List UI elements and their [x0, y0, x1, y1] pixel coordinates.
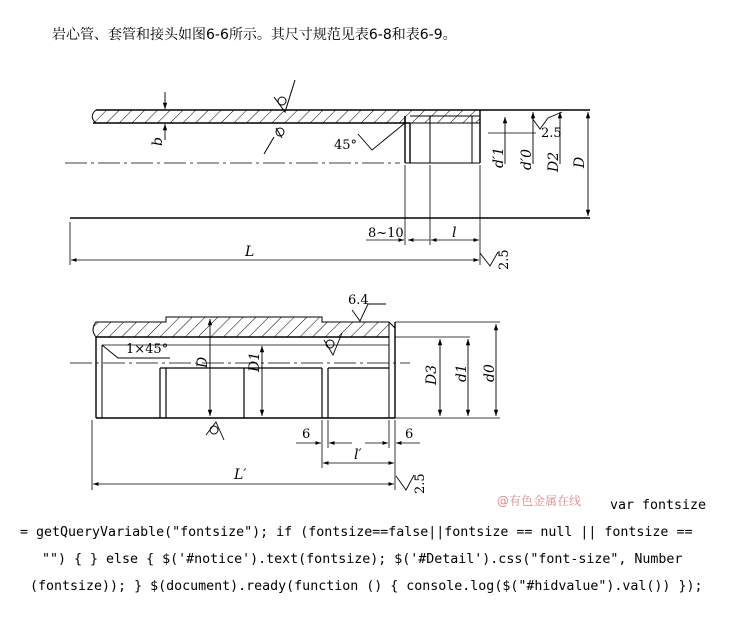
code-line: (fontsize)); } $(document).ready(function () { console.log($("#hidvalue").val()) }); — [30, 579, 703, 594]
roughness-top-right: 2.5 — [541, 126, 562, 141]
core-tube-drawing — [65, 80, 590, 270]
label-D-bottom: D — [195, 356, 211, 368]
label-d0-prime: d′0 — [519, 148, 535, 170]
label-45deg: 45° — [334, 138, 358, 153]
label-L: L — [245, 244, 255, 260]
intro-text: 岩心管、套管和接头如图6-6所示。其尺寸规范见表6-8和表6-9。 — [52, 27, 457, 43]
roughness-6-4: 6.4 — [348, 293, 369, 308]
coupling-wall-hatch — [93, 317, 389, 337]
label-D2: D2 — [546, 151, 562, 172]
label-D1: D1 — [247, 351, 263, 372]
label-L-prime: L′ — [234, 467, 247, 483]
label-chamfer: 1×45° — [126, 342, 169, 357]
code-line: "") { } else { $('#notice').text(fontsize); $('#Detail').css("font-size", Number — [42, 552, 683, 567]
label-b: b — [150, 137, 166, 146]
label-six-left: 6 — [302, 427, 311, 442]
label-d0: d0 — [482, 364, 498, 382]
roughness-L-bottom: 2.5 — [413, 473, 428, 494]
watermark-text: @有色金属在线 — [497, 494, 582, 508]
label-gap-8-10: 8~10 — [368, 226, 404, 241]
coupling-drawing — [70, 293, 500, 494]
label-d1-prime: d′1 — [491, 146, 507, 168]
label-l-prime: l′ — [354, 447, 362, 463]
label-six-right: 6 — [405, 427, 414, 442]
label-D3: D3 — [424, 364, 440, 385]
roughness-L-top: 2.5 — [497, 249, 512, 270]
label-l: l — [452, 225, 457, 241]
label-D: D — [572, 156, 588, 168]
code-line: = getQueryVariable("fontsize"); if (fontsize==false||fontsize == null || fontsize == — [20, 525, 693, 540]
label-d1: d1 — [454, 364, 470, 382]
script-text-block — [20, 492, 710, 600]
code-line: var fontsize — [610, 498, 707, 513]
